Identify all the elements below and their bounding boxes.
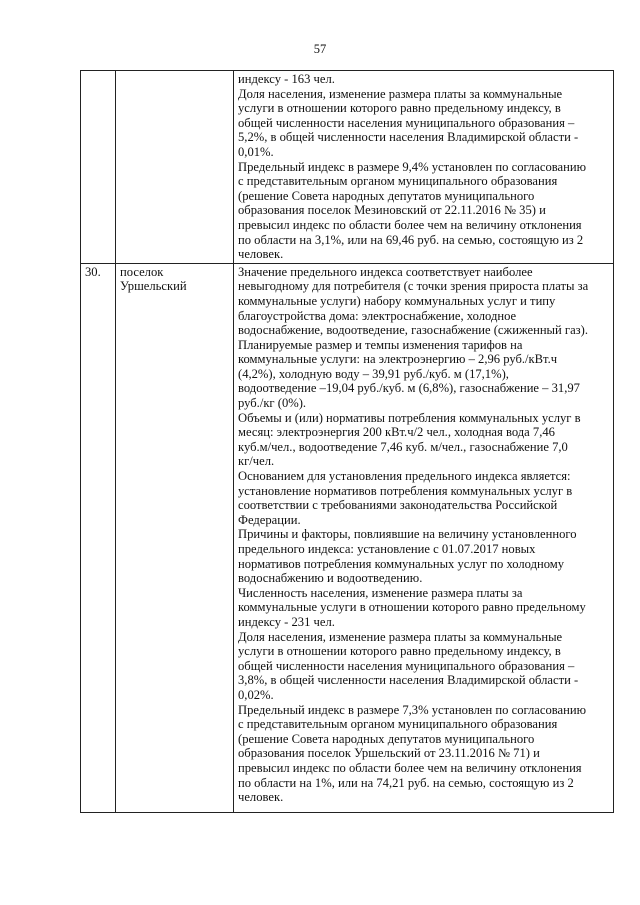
- text-line: Доля населения, изменение размера платы за коммунальные: [238, 629, 563, 644]
- text-line: Численность населения, изменение размера платы за: [238, 585, 523, 600]
- text-line: Основанием для установления предельного индекса является:: [238, 469, 571, 484]
- text-line: куб.м/чел., водоотведение 7,46 куб. м/чел., газоснабжение 7,0: [238, 439, 568, 454]
- text-line: общей численности населения муниципального образования –: [238, 115, 575, 130]
- text-line: водоснабжению и водоотведению.: [238, 571, 423, 586]
- text-line: общей численности населения муниципального образования –: [238, 658, 575, 673]
- table-row: [81, 263, 614, 812]
- description-paragraph: [238, 469, 609, 527]
- text-line: человек.: [238, 790, 284, 805]
- text-line: Предельный индекс в размере 9,4% установлен по согласованию: [238, 159, 587, 174]
- description-paragraph: [238, 411, 609, 469]
- municipality-name-cell: [116, 263, 234, 812]
- page-number: 57: [313, 42, 327, 56]
- description-paragraph: [238, 87, 609, 160]
- text-line: с представительным органом муниципального образования: [238, 717, 558, 732]
- text-line: предельного индекса: установление с 01.07.2017 новых: [238, 542, 536, 556]
- text-line: Федерации.: [238, 512, 301, 527]
- description-paragraph: [238, 338, 609, 411]
- row-number-cell: [81, 71, 116, 264]
- text-line: благоустройства дома: электроснабжение, холодное: [238, 308, 517, 323]
- text-line: 0,01%.: [238, 144, 274, 159]
- text-line: (решение Совета народных депутатов муниципального: [238, 188, 535, 203]
- text-line: услуги в отношении которого равно предельному индексу, в: [238, 101, 561, 116]
- text-line: кг/чел.: [238, 454, 275, 469]
- description-paragraph: [238, 630, 609, 703]
- row-number-cell: [81, 263, 116, 812]
- text-line: коммунальные услуги в отношении которого равно предельному: [238, 600, 586, 615]
- description-paragraph: [238, 586, 609, 630]
- municipality-name-line: Уршельский: [120, 279, 187, 294]
- text-line: человек.: [238, 247, 284, 262]
- text-line: коммунальные услуги) набору коммунальных услуг и типу: [238, 293, 556, 308]
- text-line: превысил индекс по области более чем на величину отклонения: [238, 760, 582, 775]
- text-line: Предельный индекс в размере 7,3% установлен по согласованию: [238, 702, 587, 717]
- text-line: месяц: электроэнергия 200 кВт.ч/2 чел., холодная вода 7,46: [238, 425, 555, 440]
- text-line: установление нормативов потребления коммунальных услуг в: [238, 483, 573, 498]
- text-line: образования поселок Уршельский от 23.11.2016 № 71) и: [238, 746, 540, 761]
- description-paragraph: [238, 72, 609, 87]
- text-line: 3,8%, в общей численности населения Владимирской области -: [238, 673, 579, 688]
- text-line: водоснабжение, водоотведение, газоснабжение (сжиженный газ).: [238, 323, 588, 338]
- text-line: невыгодному для потребителя (с точки зрения прироста платы за: [238, 279, 589, 294]
- text-line: образования поселок Мезиновский от 22.11.2016 № 35) и: [238, 203, 546, 218]
- text-line: Значение предельного индекса соответствует наиболее: [238, 264, 533, 279]
- table-row: [81, 71, 614, 264]
- text-line: индексу - 163 чел.: [238, 72, 335, 86]
- row-number: 30.: [85, 264, 101, 279]
- text-line: 5,2%, в общей численности населения Владимирской области -: [238, 130, 579, 145]
- description-cell: [234, 263, 614, 812]
- text-line: услуги в отношении которого равно предельному индексу, в: [238, 644, 561, 659]
- text-line: индексу - 231 чел.: [238, 614, 335, 629]
- text-line: Объемы и (или) нормативы потребления коммунальных услуг в: [238, 410, 581, 425]
- description-paragraph: [238, 265, 609, 338]
- text-line: (решение Совета народных депутатов муниципального: [238, 731, 535, 746]
- text-line: нормативов потребления коммунальных услуг по холодному: [238, 556, 565, 571]
- text-line: Планируемые размер и темпы изменения тарифов на: [238, 337, 523, 352]
- text-line: по области на 1%, или на 74,21 руб. на семью, состоящую из 2: [238, 775, 574, 790]
- description-cell: [234, 71, 614, 264]
- municipality-name-line: поселок: [120, 264, 164, 279]
- text-line: 0,02%.: [238, 687, 274, 702]
- text-line: с представительным органом муниципального образования: [238, 174, 558, 189]
- text-line: Доля населения, изменение размера платы за коммунальные: [238, 86, 563, 101]
- text-line: водоотведение –19,04 руб./куб. м (6,8%), газоснабжение – 31,97: [238, 381, 580, 396]
- description-paragraph: [238, 160, 609, 262]
- document-table: [80, 70, 614, 813]
- text-line: соответствии с требованиями законодательства Российской: [238, 498, 558, 513]
- text-line: по области на 3,1%, или на 69,46 руб. на семью, состоящую из 2: [238, 232, 584, 247]
- description-paragraph: [238, 527, 609, 585]
- text-line: (4,2%), холодную воду – 39,91 руб./куб. м (17,1%),: [238, 366, 509, 381]
- text-line: коммунальные услуги: на электроэнергию – 2,96 руб./кВт.ч: [238, 352, 558, 367]
- description-paragraph: [238, 703, 609, 805]
- municipality-name-cell: [116, 71, 234, 264]
- text-line: Причины и факторы, повлиявшие на величину установленного: [238, 527, 577, 542]
- text-line: превысил индекс по области более чем на величину отклонения: [238, 217, 582, 232]
- text-line: руб./кг (0%).: [238, 396, 307, 411]
